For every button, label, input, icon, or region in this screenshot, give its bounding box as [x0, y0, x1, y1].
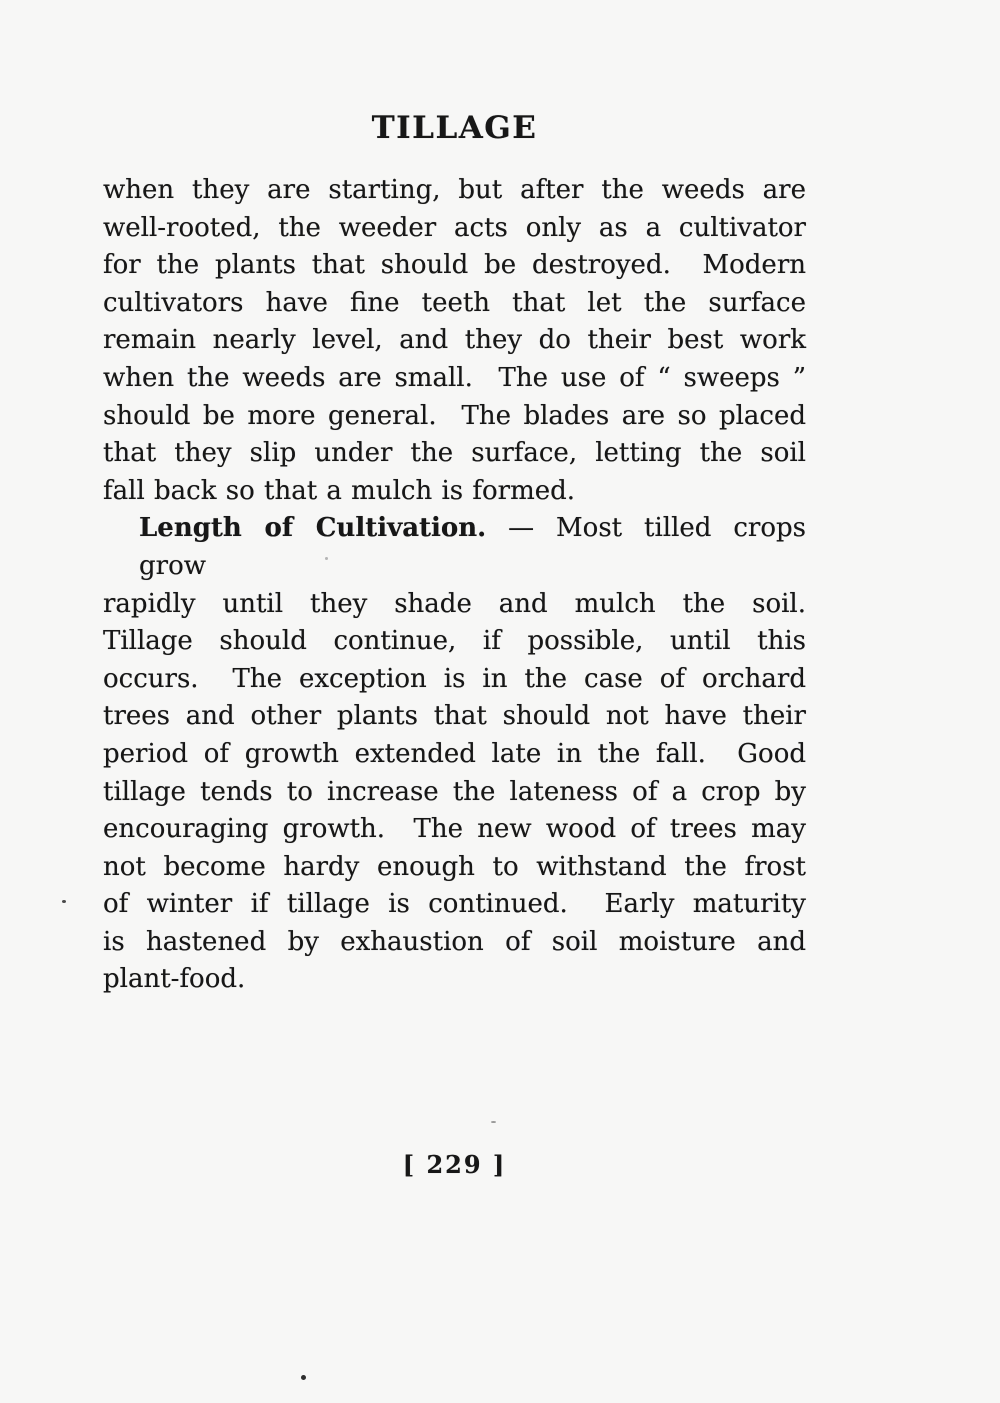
text-line: period of growth extended late in the fall. Good — [103, 738, 806, 769]
text-line: encouraging growth. The new wood of trees may — [103, 814, 806, 845]
text-line: trees and other plants that should not have their — [103, 701, 806, 732]
scan-speck — [301, 1375, 306, 1380]
text-line: Tillage should continue, if possible, until this — [103, 626, 806, 657]
text-line: rapidly until they shade and mulch the soil. — [103, 588, 806, 619]
text-line: is hastened by exhaustion of soil moisture and — [103, 926, 806, 957]
text-line: well-rooted, the weeder acts only as a cultivator — [103, 212, 806, 243]
page-body — [103, 172, 816, 999]
text-line — [103, 510, 816, 585]
text-line: not become hardy enough to withstand the frost — [103, 851, 806, 882]
text-line: should be more general. The blades are so placed — [103, 400, 806, 431]
text-line: fall back so that a mulch is formed. — [103, 475, 576, 506]
text-line: occurs. The exception is in the case of orchard — [103, 663, 806, 694]
paragraph-lead-rest: — Most tilled crops grow — [139, 513, 816, 581]
paragraph-1 — [103, 172, 806, 510]
paragraph-lead: Length of Cultivation. — [139, 513, 487, 544]
text-line: when they are starting, but after the weeds are — [103, 175, 806, 205]
text-line: plant-food. — [103, 964, 246, 995]
paragraph-2 — [103, 510, 816, 999]
text-line: remain nearly level, and they do their best work — [103, 325, 806, 356]
scan-speck — [62, 900, 66, 903]
text-line: cultivators have fine teeth that let the surface — [103, 287, 806, 318]
page-title: TILLAGE — [371, 110, 538, 146]
text-line: of winter if tillage is continued. Early maturity — [103, 889, 806, 920]
scan-speck — [325, 557, 328, 560]
text-line: for the plants that should be destroyed. Modern — [103, 250, 806, 281]
text-line: when the weeds are small. The use of “ sweeps ” — [103, 362, 806, 393]
text-line: tillage tends to increase the lateness of a crop by — [103, 776, 806, 807]
scan-speck — [491, 1121, 496, 1123]
page-number: [ 229 ] — [402, 1150, 507, 1179]
text-line: that they slip under the surface, letting the soil — [103, 438, 806, 469]
